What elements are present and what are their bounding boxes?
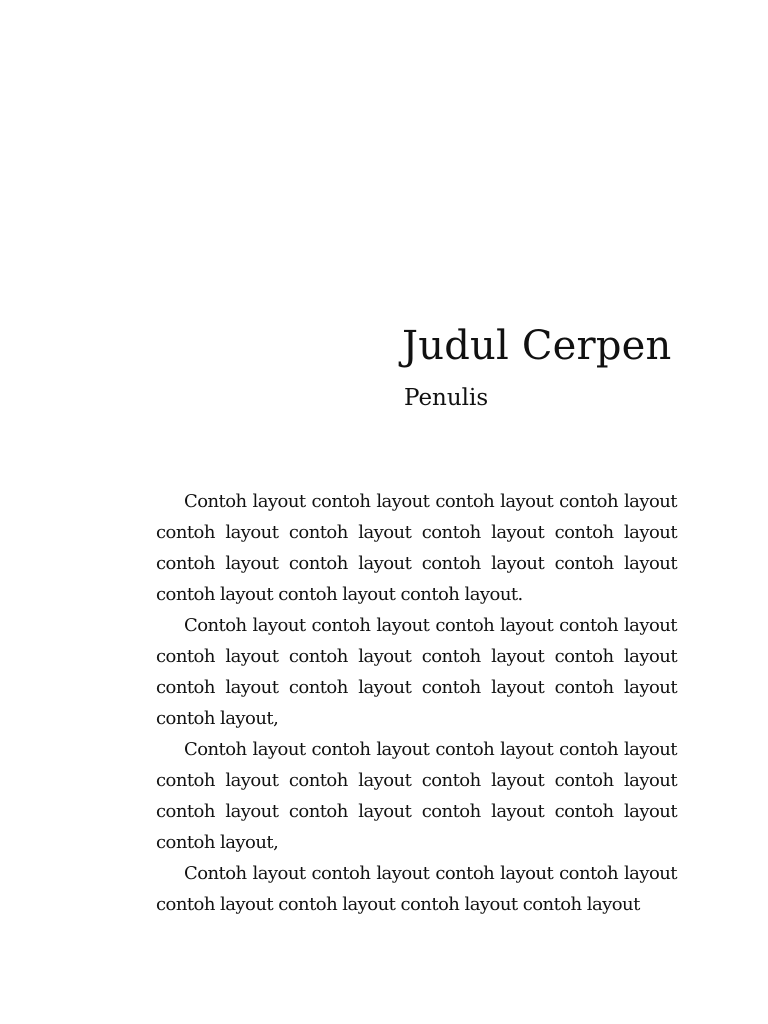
paragraph-2: Contoh layout contoh layout contoh layout contoh layout contoh layout contoh layout contoh layout contoh layout contoh layout contoh layout contoh layout contoh layout contoh layout, xyxy=(156,615,677,729)
story-body xyxy=(156,486,677,920)
story-title: Judul Cerpen xyxy=(402,323,672,369)
paragraph-4: Contoh layout contoh layout contoh layout contoh layout contoh layout contoh layout contoh layout contoh layout xyxy=(156,863,677,915)
story-author: Penulis xyxy=(404,385,489,411)
paragraph-3: Contoh layout contoh layout contoh layout contoh layout contoh layout contoh layout contoh layout contoh layout contoh layout contoh layout contoh layout contoh layout contoh layout, xyxy=(156,739,677,853)
paragraph-1: Contoh layout contoh layout contoh layout contoh layout contoh layout contoh layout contoh layout contoh layout contoh layout contoh layout contoh layout contoh layout contoh layout contoh layout contoh layout. xyxy=(156,491,677,605)
